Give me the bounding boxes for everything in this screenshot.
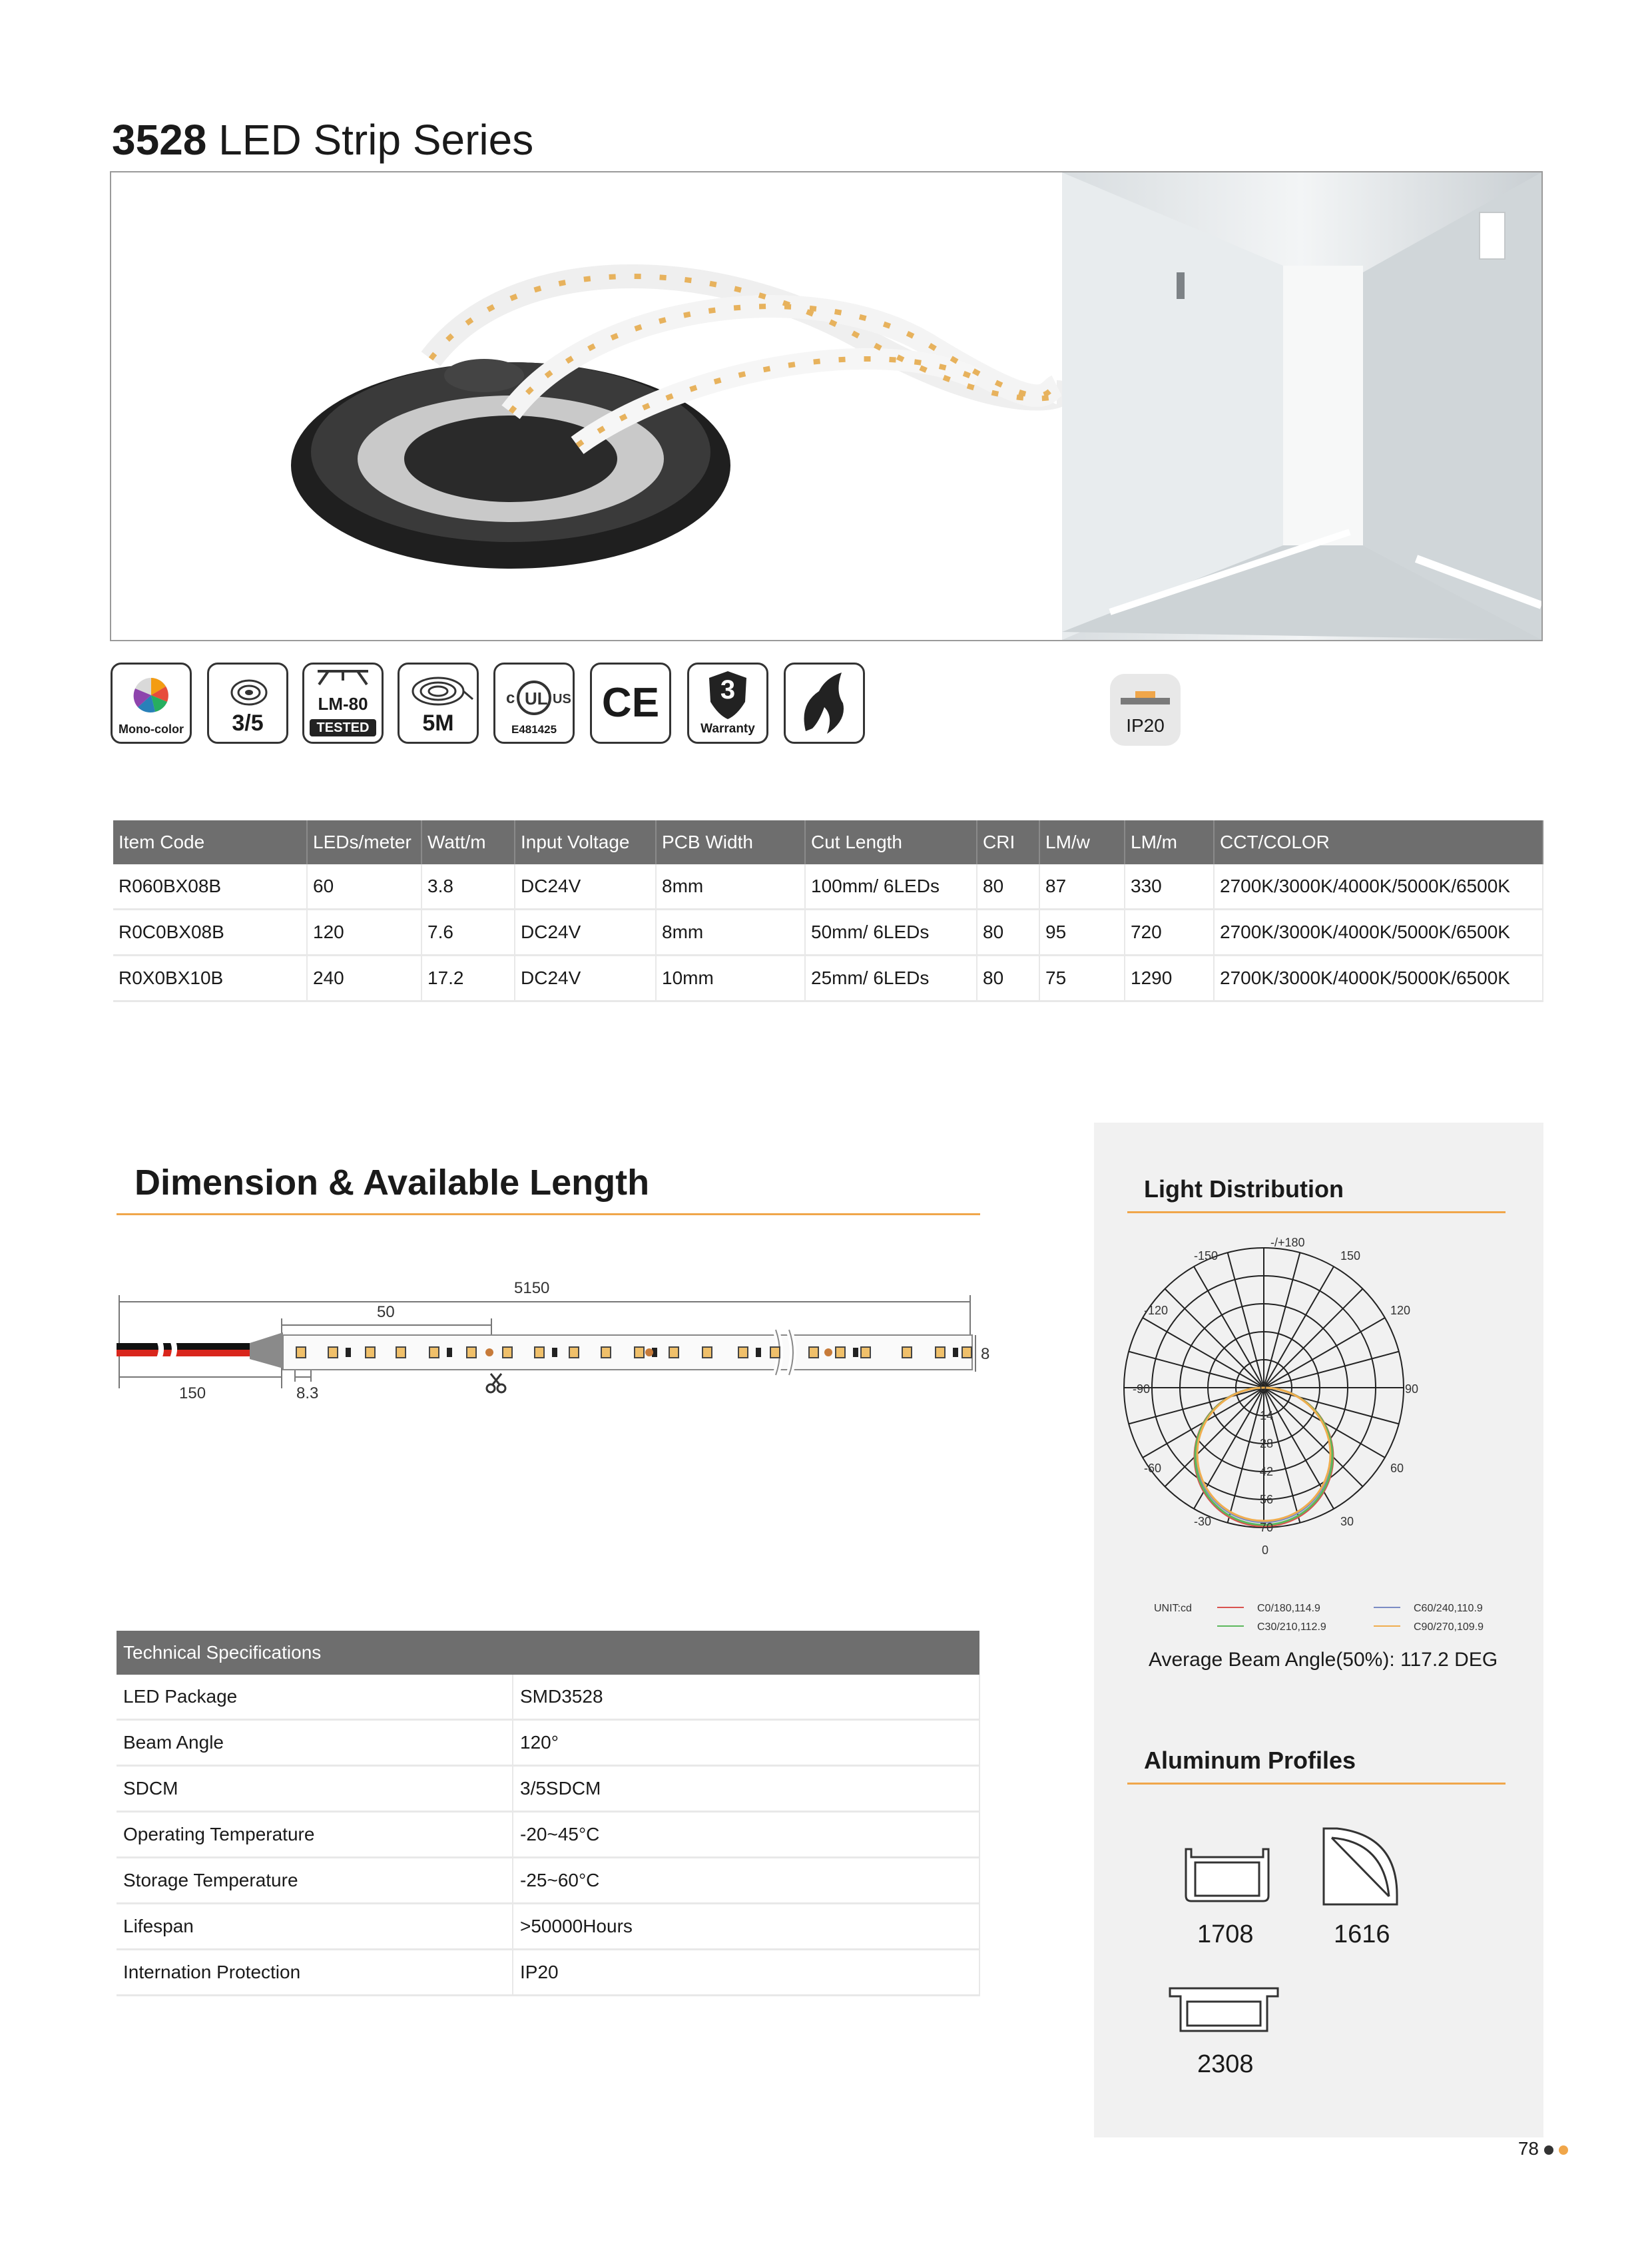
hero-image <box>110 171 1543 641</box>
column-header: PCB Width <box>656 820 805 864</box>
polar-spoke <box>1264 1388 1399 1424</box>
spec-value: IP20 <box>513 1950 979 1996</box>
table-row <box>113 910 1543 956</box>
polar-spoke <box>1194 1266 1264 1388</box>
column-header: Watt/m <box>421 820 515 864</box>
led-chip <box>635 1347 644 1358</box>
led-strip-photo <box>111 172 1541 640</box>
table-row <box>117 1904 979 1950</box>
table-cell: DC24V <box>515 864 656 910</box>
badge-cul-us <box>493 663 575 744</box>
profile-1616-icon <box>1317 1822 1404 1908</box>
polar-spoke <box>1165 1289 1264 1388</box>
table-row <box>117 1720 979 1766</box>
badge-caption: Mono-color <box>119 722 184 736</box>
spec-label: Internation Protection <box>117 1950 513 1996</box>
badge-5m <box>398 663 479 744</box>
solder-pad <box>645 1348 653 1356</box>
table-cell: 50mm/ 6LEDs <box>805 910 977 956</box>
solder-pad <box>485 1348 493 1356</box>
polar-spoke <box>1228 1253 1264 1388</box>
led-chip <box>836 1347 845 1358</box>
resistor-chip <box>853 1348 858 1357</box>
wire-length-label: 150 <box>179 1384 206 1402</box>
led-chip <box>296 1347 306 1358</box>
angle-label: 0 <box>1262 1543 1269 1557</box>
badge-caption: 5M <box>422 710 454 736</box>
table-cell: 17.2 <box>421 956 515 1001</box>
badge-subcaption: TESTED <box>316 720 370 735</box>
angle-label: 30 <box>1340 1515 1354 1528</box>
dimension-drawing <box>117 1268 1015 1415</box>
badge-caption: IP20 <box>1126 715 1165 736</box>
table-cell: 8mm <box>656 910 805 956</box>
strip-dimension-diagram <box>117 1268 1015 1415</box>
table-row <box>117 1766 979 1812</box>
polar-spoke <box>1264 1266 1334 1388</box>
spec-value: 3/5SDCM <box>513 1766 979 1812</box>
badge-caption: Warranty <box>700 722 755 736</box>
spec-label: Beam Angle <box>117 1720 513 1766</box>
radial-label: 70 <box>1260 1521 1274 1534</box>
column-header: LM/w <box>1039 820 1125 864</box>
resistor-chip <box>756 1348 761 1357</box>
page-number-text: 78 <box>1517 2138 1539 2159</box>
page-dot <box>1544 2145 1553 2155</box>
total-length-label: 5150 <box>514 1279 550 1297</box>
badge-caption: LM-80 <box>318 694 368 714</box>
column-header: Cut Length <box>805 820 977 864</box>
table-header-row <box>113 820 1543 864</box>
badge-caption: 3/5 <box>232 710 264 736</box>
table-cell: 100mm/ 6LEDs <box>805 864 977 910</box>
column-header: LM/m <box>1125 820 1214 864</box>
angle-label: 120 <box>1390 1304 1411 1317</box>
dimension-heading: Dimension & Available Length <box>135 1163 650 1203</box>
title-text: LED Strip Series <box>206 116 534 164</box>
spec-label: Storage Temperature <box>117 1858 513 1904</box>
radial-label: 14 <box>1260 1409 1274 1422</box>
badge-mono-color <box>111 663 192 744</box>
table-row <box>113 864 1543 910</box>
angle-label: 150 <box>1340 1249 1361 1262</box>
page-title <box>112 113 533 166</box>
badge-flame <box>784 663 865 744</box>
table-cell: 720 <box>1125 910 1214 956</box>
spec-label: LED Package <box>117 1675 513 1720</box>
spec-value: -20~45°C <box>513 1812 979 1858</box>
radial-label: 0 <box>1260 1381 1267 1394</box>
spec-label: Operating Temperature <box>117 1812 513 1858</box>
polar-diagram <box>1121 1235 1520 1567</box>
light-distribution-rule <box>1127 1211 1506 1213</box>
table-header-row <box>117 1631 979 1675</box>
legend-entry: C60/240,110.9 <box>1414 1603 1483 1614</box>
column-header: CCT/COLOR <box>1214 820 1543 864</box>
light-distribution-heading: Light Distribution <box>1144 1175 1344 1203</box>
polar-spoke <box>1264 1289 1362 1388</box>
side-panel <box>1094 1123 1543 2137</box>
spec-label: Lifespan <box>117 1904 513 1950</box>
svg-text:US: US <box>553 692 571 706</box>
table-cell: 330 <box>1125 864 1214 910</box>
table-cell: R0C0BX08B <box>113 910 307 956</box>
radial-label: 56 <box>1260 1493 1274 1506</box>
angle-label: -90 <box>1133 1382 1151 1396</box>
warranty-number: 3 <box>720 675 736 704</box>
table-cell: 75 <box>1039 956 1125 1001</box>
table-cell: 25mm/ 6LEDs <box>805 956 977 1001</box>
table-cell: DC24V <box>515 910 656 956</box>
ce-icon: CE <box>601 680 660 726</box>
column-header: LEDs/meter <box>307 820 421 864</box>
table-row <box>117 1858 979 1904</box>
column-header: CRI <box>977 820 1039 864</box>
led-chip <box>429 1347 439 1358</box>
led-chip <box>962 1347 971 1358</box>
resistor-chip <box>346 1348 351 1357</box>
table-cell: 1290 <box>1125 956 1214 1001</box>
led-chip <box>702 1347 712 1358</box>
table-row <box>113 956 1543 1001</box>
solder-pad <box>824 1348 832 1356</box>
polar-spoke <box>1165 1388 1264 1486</box>
table-cell: 240 <box>307 956 421 1001</box>
led-chip <box>535 1347 544 1358</box>
led-chip <box>366 1347 375 1358</box>
badge-caption: E481425 <box>511 723 557 736</box>
led-chip <box>569 1347 579 1358</box>
flame-icon <box>786 665 863 742</box>
table-cell: 60 <box>307 864 421 910</box>
aluminum-profiles-heading: Aluminum Profiles <box>1144 1747 1356 1774</box>
table-cell: 2700K/3000K/4000K/5000K/6500K <box>1214 956 1543 1001</box>
legend-entry: C30/210,112.9 <box>1257 1621 1326 1633</box>
led-chip-row <box>296 1347 971 1358</box>
spec-value: -25~60°C <box>513 1858 979 1904</box>
profile-1708-icon <box>1181 1844 1274 1904</box>
angle-label: -30 <box>1194 1515 1212 1528</box>
table-cell: 87 <box>1039 864 1125 910</box>
led-chip <box>503 1347 512 1358</box>
polar-legend <box>1154 1598 1500 1638</box>
led-chip <box>936 1347 945 1358</box>
table-cell: 80 <box>977 864 1039 910</box>
radial-label: 42 <box>1260 1465 1274 1478</box>
polar-spoke <box>1264 1318 1385 1388</box>
polar-spoke <box>1143 1318 1264 1388</box>
resistor-chip <box>447 1348 452 1357</box>
table-cell: 7.6 <box>421 910 515 956</box>
profile-label: 2308 <box>1197 2050 1254 2078</box>
segment-length-label: 50 <box>377 1303 395 1321</box>
resistor-chip <box>953 1348 958 1357</box>
table-cell: 3.8 <box>421 864 515 910</box>
legend-entry: C90/270,109.9 <box>1414 1621 1484 1633</box>
table-cell: 80 <box>977 956 1039 1001</box>
page-number <box>1518 2138 1568 2159</box>
strip-width-label: 8 <box>981 1345 990 1363</box>
polar-spoke <box>1228 1388 1264 1523</box>
table-cell: 2700K/3000K/4000K/5000K/6500K <box>1214 910 1543 956</box>
table-cell: 10mm <box>656 956 805 1001</box>
page-dot <box>1559 2145 1568 2155</box>
profile-label: 1708 <box>1197 1920 1254 1948</box>
table-row <box>117 1812 979 1858</box>
badge-lm80 <box>302 663 384 744</box>
angle-label: -150 <box>1194 1249 1219 1262</box>
spec-value: >50000Hours <box>513 1904 979 1950</box>
badge-sdcm <box>207 663 288 744</box>
column-header: Input Voltage <box>515 820 656 864</box>
product-table <box>113 820 1543 1002</box>
radial-label: 28 <box>1260 1437 1274 1450</box>
table-cell: R060BX08B <box>113 864 307 910</box>
unit-label: UNIT:cd <box>1154 1603 1192 1614</box>
column-header: Item Code <box>113 820 307 864</box>
led-chip <box>861 1347 870 1358</box>
polar-spoke <box>1264 1253 1300 1388</box>
table-cell: 95 <box>1039 910 1125 956</box>
led-chip <box>770 1347 780 1358</box>
table-cell: 120 <box>307 910 421 956</box>
scissors-icon <box>487 1374 505 1392</box>
led-chip <box>902 1347 912 1358</box>
spec-value: 120° <box>513 1720 979 1766</box>
aluminum-profiles-rule <box>1127 1783 1506 1785</box>
angle-label: -120 <box>1144 1304 1169 1317</box>
average-beam-angle: Average Beam Angle(50%): 117.2 DEG <box>1149 1649 1498 1671</box>
spec-value: SMD3528 <box>513 1675 979 1720</box>
profile-label: 1616 <box>1334 1920 1390 1948</box>
angle-label: -60 <box>1144 1462 1162 1475</box>
table-row <box>117 1675 979 1720</box>
badge-warranty <box>687 663 768 744</box>
tech-spec-heading: Technical Specifications <box>117 1631 979 1675</box>
table-cell: 8mm <box>656 864 805 910</box>
led-chip <box>669 1347 679 1358</box>
polar-spoke <box>1264 1352 1399 1388</box>
badge-ip20 <box>1110 674 1181 746</box>
spec-label: SDCM <box>117 1766 513 1812</box>
angle-label: -/+180 <box>1270 1236 1305 1249</box>
led-chip <box>738 1347 748 1358</box>
led-pitch-label: 8.3 <box>296 1384 319 1402</box>
table-cell: 80 <box>977 910 1039 956</box>
profile-2308-icon <box>1167 1984 1280 2038</box>
title-model: 3528 <box>112 116 207 164</box>
led-chip <box>328 1347 338 1358</box>
led-chip <box>809 1347 818 1358</box>
resistor-chip <box>552 1348 557 1357</box>
svg-text:c: c <box>506 689 515 707</box>
angle-label: 60 <box>1390 1462 1404 1475</box>
table-cell: 2700K/3000K/4000K/5000K/6500K <box>1214 864 1543 910</box>
table-cell: R0X0BX10B <box>113 956 307 1001</box>
angle-label: 90 <box>1405 1382 1419 1396</box>
led-chip <box>467 1347 476 1358</box>
legend-entry: C0/180,114.9 <box>1257 1603 1320 1614</box>
table-row <box>117 1950 979 1996</box>
tech-spec-table <box>117 1631 980 1996</box>
led-chip <box>396 1347 406 1358</box>
svg-text:UL: UL <box>525 689 548 708</box>
led-chip <box>601 1347 611 1358</box>
table-cell: DC24V <box>515 956 656 1001</box>
polar-spoke <box>1264 1388 1362 1486</box>
ip-strip-icon <box>1110 674 1181 714</box>
dimension-rule <box>117 1213 980 1215</box>
badge-ce <box>590 663 671 744</box>
